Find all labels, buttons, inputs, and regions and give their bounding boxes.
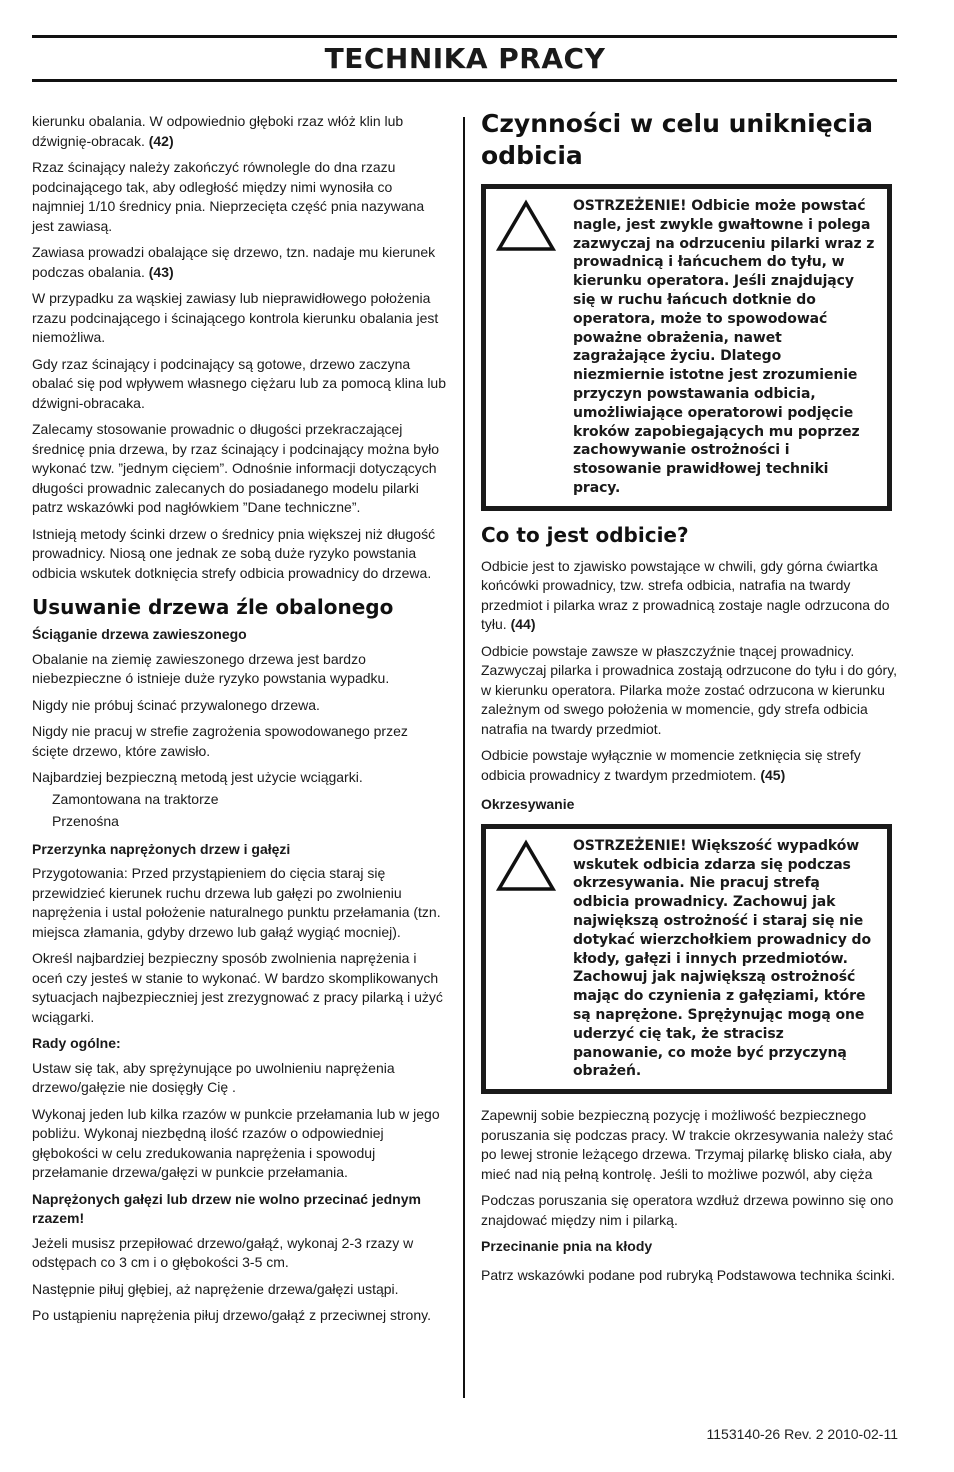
paragraph: Następnie piłuj głębiej, aż naprężenie drzewa/gałęzi ustąpi.: [32, 1280, 399, 1297]
paragraph: Istnieją metody ścinki drzew o średnicy pnia większej niż długość prowadnicy. Niosą one jednak ze sobą duże ryzyko powstania odbicia wskutek dotknięcia strefy odbicia prowadnicy do drzewa.: [32, 525, 436, 581]
warning-box: [481, 184, 892, 511]
paragraph: Określ najbardziej bezpieczny sposób zwolnienia naprężenia i oceń czy jesteś w stanie to wykonać. W bardzo skomplikowanych sytuacjach najbezpieczniej jest zrezygnować z pracy pilarką i użyć wciągarki.: [32, 950, 443, 1025]
figure-ref: (45): [760, 766, 786, 783]
paragraph: Zawiasa prowadzi obalające się drzewo, tzn. nadaje mu kierunek podczas obalania. (43): [32, 244, 436, 280]
header-rule-bottom: [32, 79, 897, 82]
page-title: TECHNIKA PRACY: [324, 42, 606, 75]
paragraph: Odbicie powstaje wyłącznie w momencie zetknięcia się strefy odbicia prowadnicy z twardym przedmiotem. (45): [481, 747, 861, 783]
section-heading-co-to: Co to jest odbicie?: [481, 522, 689, 547]
paragraph: Po ustąpieniu naprężenia piłuj drzewo/gałąź z przeciwnej strony.: [32, 1307, 431, 1323]
paragraph: Nigdy nie pracuj w strefie zagrożenia spowodowanego przez ścięte drzewo, które zawisło.: [32, 723, 408, 759]
paragraph: Ustaw się tak, aby sprężynujące po uwolnieniu naprężenia drzewo/gałęzie nie dosięgły Cię .: [32, 1059, 395, 1095]
paragraph: Patrz wskazówki podane pod rubryką Podstawowa technika ścinki.: [481, 1266, 895, 1283]
section-heading-usuwanie: Usuwanie drzewa źle obalonego: [32, 595, 394, 619]
paragraph: kierunku obalania. W odpowiednio głęboki rzaz włóż klin lub dźwignię-obracak. (42): [32, 113, 404, 149]
left-column: [32, 112, 447, 1333]
figure-ref: (43): [148, 263, 174, 280]
paragraph: Rzaz ścinający należy zakończyć równolegle do dna rzazu podcinającego tak, aby odległość między nimi wynosiła co najmniej 1/10 średnicy pnia. Nieprzecięta część pnia nazywana jest zawiasą.: [32, 159, 425, 234]
figure-ref: (44): [510, 616, 536, 633]
subheading-okrzesywanie: Okrzesywanie: [481, 796, 575, 813]
column-divider: [463, 117, 465, 1398]
subheading-przerzynka: Przerzynka naprężonych drzew i gałęzi: [32, 840, 291, 857]
warning-box: [481, 824, 892, 1094]
warning-text: OSTRZEŻENIE! Odbicie może powstać nagle, jest zwykle gwałtowne i polega zazwyczaj na odrzuceniu pilarki wraz z prowadnicą i łańcuchem do tyłu, w kierunku operatora. Jeśli znajdujący się w ruchu łańcuch dotknie do operatora, może to spowodować poważne obrażenia, nawet zagrażające życiu. Dlatego niezmiernie istotne jest zrozumienie przyczyn powstawania odbicia, umożliwiające operatorowi podjęcie kroków zapobiegających mu poprzez zachowywanie ostrożności i stosowanie prawidłowej techniki pracy.: [573, 198, 875, 496]
paragraph: Gdy rzaz ścinający i podcinający są gotowe, drzewo zaczyna obalać się pod wpływem własnego ciężaru lub za pomocą klina lub dźwigni-obracaka.: [32, 355, 447, 411]
list-item: Zamontowana na traktorze: [52, 790, 219, 807]
paragraph: Zapewnij sobie bezpieczną pozycję i możliwość bezpiecznego poruszania się podczas pracy. W trakcie okrzesywania należy stać po lewej stronie leżącego drzewa. Trzymaj pilarkę blisko ciała, aby mieć nad nią pełną kontrolę. Jeśli to możliwe pozwól, aby ciężа: [481, 1107, 894, 1182]
section-heading-czynnosci: Czynności w celu uniknięcia odbicia: [481, 109, 873, 170]
list-item: Przenośna: [52, 813, 119, 829]
paragraph: Podczas poruszania się operatora wzdłuż drzewa powinno się ono znajdować między nim i pilarką.: [481, 1192, 894, 1228]
subheading-sciaganie: Ściąganie drzewa zawieszonego: [32, 626, 247, 642]
warning-triangle-icon: [495, 199, 557, 253]
paragraph: Odbicie jest to zjawisko powstające w chwili, gdy górna ćwiartka końcówki prowadnicy, tzw. strefa odbicia, natrafia na twardy przedmiot i pilarka wraz z prowadnicą zostaje nagle odrzucona do tyłu. (44): [481, 557, 890, 633]
document-reference: 1153140-26 Rev. 2 2010-02-11: [706, 1426, 898, 1442]
warning-text: OSTRZEŻENIE! Większość wypadków wskutek odbicia zdarza się podczas okrzesywania. Nie pracuj strefą odbicia prowadnicy. Zachowuj jak największą ostrożność i staraj się nie dotykać wierzchołkiem prowadnicy do kłody, gałęzi i innych przedmiotów. Zachowuj jak największą ostrożność mając do czynienia z gałęziami, które są naprężone. Sprężynując mogą one uderzyć cię tak, że stracisz panowanie, co może być przyczyną obrażeń.: [573, 837, 871, 1080]
paragraph: Odbicie powstaje zawsze w płaszczyźnie tnącej prowadnicy. Zazwyczaj pilarka i prowadnica zostają odrzucone do tyłu i do góry, w kierunku operatora. Pilarka może zostać odrzucona w kierunku zależnym od swego położenia w momencie, gdy strefa odbicia natrafia na twardy przedmiot.: [481, 642, 898, 737]
figure-ref: (42): [148, 132, 174, 149]
right-column: [481, 108, 899, 1292]
paragraph: W przypadku za wąskiej zawiasy lub nieprawidłowego położenia rzazu podcinającego i ścinającego kontrola kierunku obalania jest niemożliwa.: [32, 290, 439, 345]
paragraph: Jeżeli musisz przepiłować drzewo/gałąź, wykonaj 2-3 rzazy w odstępach co 3 cm i o głębokości 3-5 cm.: [32, 1234, 414, 1270]
subheading-przecinanie: Przecinanie pnia na kłody: [481, 1238, 653, 1255]
paragraph: Najbardziej bezpieczną metodą jest użycie wciągarki.: [32, 769, 363, 785]
paragraph: Wykonaj jeden lub kilka rzazów w punkcie przełamania lub w jego pobliżu. Wykonaj niezbędną ilość rzazów o odpowiedniej głębokości w celu zredukowania naprężenia i spowoduj przełamanie drzewa/gałęzi w punkcie przełamania.: [32, 1105, 440, 1180]
header-rule-top: [32, 35, 897, 38]
paragraph: Obalanie na ziemię zawieszonego drzewa jest bardzo niebezpieczne ó istnieje duże ryzyko powstania wypadku.: [32, 650, 390, 686]
paragraph: Zalecamy stosowanie prowadnic o długości przekraczającej średnicę pnia drzewa, by rzaz ścinający i podcinający można było wykonać tzw. ”jednym cięciem”. Odnośnie informacji dotyczących długości prowadnic zalecanych do posiadanego modelu pilarki patrz wskazówki pod nagłówkiem ”Dane techniczne”.: [32, 421, 439, 515]
warning-triangle-icon: [495, 839, 557, 893]
subheading-naprezonych: Naprężonych gałęzi lub drzew nie wolno przecinać jednym rzazem!: [32, 1190, 421, 1226]
subheading-rady: Rady ogólne:: [32, 1035, 121, 1051]
paragraph: Nigdy nie próbuj ścinać przywalonego drzewa.: [32, 696, 320, 713]
paragraph: Przygotowania: Przed przystąpieniem do cięcia staraj się przewidzieć kierunek ruchu drzewa lub gałęzi po zwolnieniu naprężenia i ustal położenie naturalnego punktu przełamania (tzn. miejsca złamania, gdyby drzewo lub gałąź wygiąć mocniej).: [32, 865, 441, 940]
